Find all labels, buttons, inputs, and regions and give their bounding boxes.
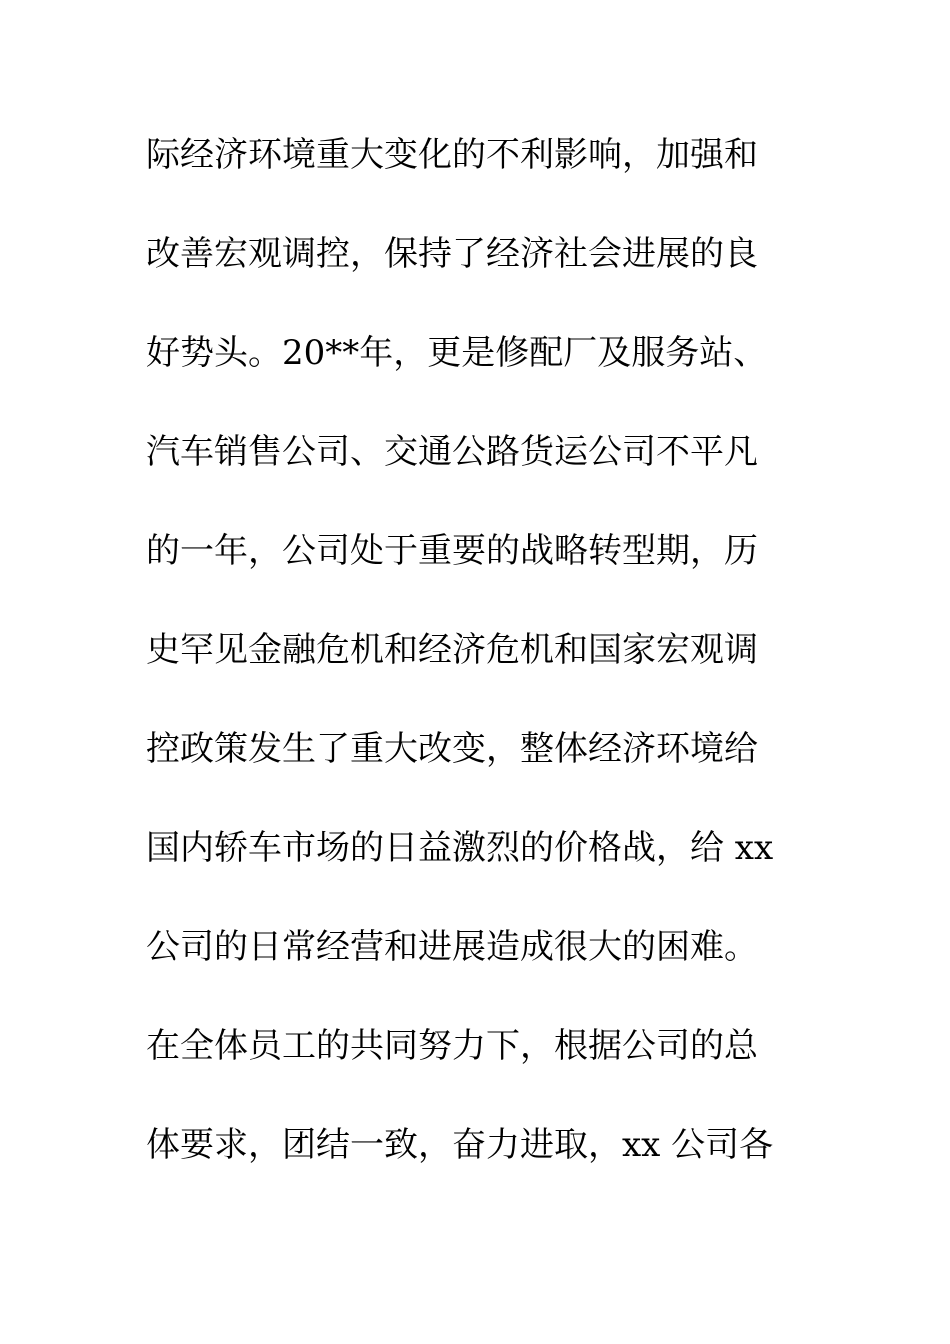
text-line: 好势头。20**年，更是修配厂及服务站、 [146,333,768,373]
text-line: 体要求，团结一致，奋力进取，xx 公司各 [146,1125,774,1165]
text-line: 国内轿车市场的日益激烈的价格战，给 xx [146,828,774,868]
body-paragraph [146,127,826,1216]
text-line: 史罕见金融危机和经济危机和国家宏观调 [146,630,758,670]
text-line: 汽车销售公司、交通公路货运公司不平凡 [146,432,758,472]
text-line: 控政策发生了重大改变，整体经济环境给 [146,729,758,769]
text-line: 在全体员工的共同努力下，根据公司的总 [146,1026,758,1066]
text-line: 的一年，公司处于重要的战略转型期，历 [146,531,758,571]
text-line: 改善宏观调控，保持了经济社会进展的良 [146,234,758,274]
text-line: 际经济环境重大变化的不利影响，加强和 [146,135,758,175]
text-line: 公司的日常经营和进展造成很大的困难。 [146,927,758,967]
